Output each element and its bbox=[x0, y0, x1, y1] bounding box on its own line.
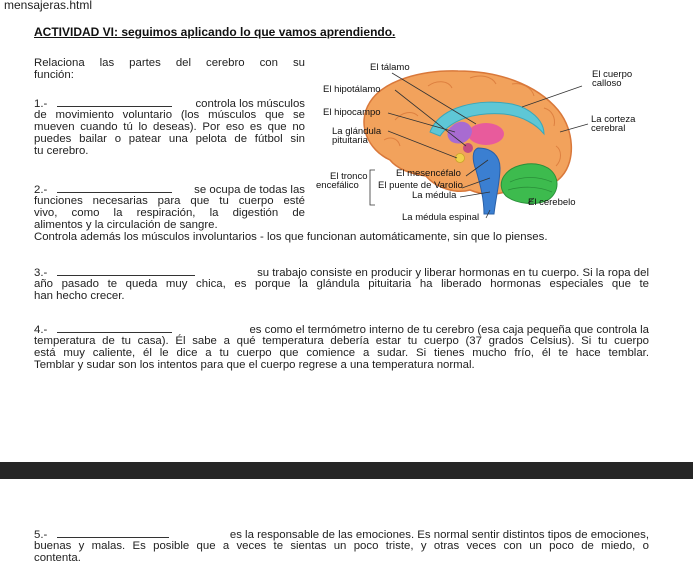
label-pons: El puente de Varolio bbox=[378, 180, 463, 191]
item-1-line: puedes bailar o patear una pelota de fútbol sin bbox=[34, 133, 305, 145]
activity-title: ACTIVIDAD VI: seguimos aplicando lo que vamos aprendiendo. bbox=[34, 25, 396, 39]
item-number: 4.- bbox=[34, 324, 48, 336]
label-callosum-1: El cuerpo bbox=[592, 69, 633, 80]
item-5-line: buenas y malas. Es posible que a veces te sientas un poco triste, y otras veces con un poco de miedo, o bbox=[34, 540, 649, 552]
item-2-line: funciones necesarias para que tu cuerpo esté bbox=[34, 195, 305, 207]
label-spinal-cord: La médula espinal bbox=[402, 212, 480, 223]
item-text: controla los músculos bbox=[195, 98, 305, 110]
item-number: 5.- bbox=[34, 529, 48, 541]
label-medulla: La médula bbox=[412, 190, 457, 201]
item-2-line: vivo, como la respiración, la digestión de bbox=[34, 207, 305, 219]
item-number: 3.- bbox=[34, 267, 48, 279]
label-brainstem-2: encefálico bbox=[316, 180, 359, 191]
label-cortex-2: cerebral bbox=[591, 123, 626, 134]
file-name: mensajeras.html bbox=[4, 0, 93, 12]
item-text: es como el termómetro interno de tu cerebro (esa caja pequeña que controla la bbox=[249, 324, 649, 336]
item-3-line: han hecho crecer. bbox=[34, 290, 125, 302]
label-pituitary-1: La glándula bbox=[332, 126, 382, 137]
label-callosum-2: calloso bbox=[592, 78, 622, 89]
item-text: es la responsable de las emociones. Es normal sentir distintos tipos de emociones, bbox=[229, 529, 649, 541]
item-number: 1.- bbox=[34, 98, 48, 110]
label-hippocampus: El hipocampo bbox=[323, 107, 381, 118]
item-4-line: Temblar y sudar son los intentos para que el cuerpo regrese a una temperatura normal. bbox=[34, 359, 475, 371]
item-1-line: mueven cuando tú lo deseas). Por eso es que no bbox=[34, 121, 305, 133]
label-pituitary-2: pituitaria bbox=[332, 135, 368, 146]
label-hypothalamus: El hipotálamo bbox=[323, 84, 381, 95]
item-3-line: año pasado te queda muy chica, es porque la glándula pituitaria ha liberado hormonas especiales que te bbox=[34, 278, 649, 290]
label-cerebellum: El cerebelo bbox=[528, 197, 576, 208]
item-4-line: temperatura de tu casa). Él sabe a qué temperatura debería estar tu cuerpo (37 grados Celsius). Si tu cuerpo bbox=[34, 335, 649, 347]
item-1-line: de movimiento voluntario (los músculos que se bbox=[34, 109, 305, 121]
item-text: se ocupa de todas las bbox=[194, 184, 305, 196]
item-text: su trabajo consiste en producir y liberar hormonas en tu cuerpo. Si la ropa del bbox=[257, 267, 649, 279]
label-midbrain: El mesencéfalo bbox=[396, 168, 461, 179]
item-1-line: tu cerebro. bbox=[34, 145, 89, 157]
item-number: 2.- bbox=[34, 184, 48, 196]
thalamus-shape bbox=[468, 123, 504, 145]
label-brainstem-1: El tronco bbox=[330, 171, 368, 182]
intro-line: función: bbox=[34, 69, 74, 81]
item-2-line: alimentos y la circulación de sangre. bbox=[34, 219, 218, 231]
item-4-line: está muy caliente, él le dice a tu cuerpo que comience a sudar. Si tienes mucho frío, él te hace temblar. bbox=[34, 347, 649, 359]
item-5-line: contenta. bbox=[34, 552, 81, 564]
label-thalamus: El tálamo bbox=[370, 62, 410, 73]
label-cortex-1: La corteza bbox=[591, 114, 636, 125]
intro-line: Relaciona las partes del cerebro con su bbox=[34, 57, 305, 69]
item-2-line: Controla además los músculos involuntarios - los que funcionan automáticamente, sin que lo pienses. bbox=[34, 231, 548, 243]
